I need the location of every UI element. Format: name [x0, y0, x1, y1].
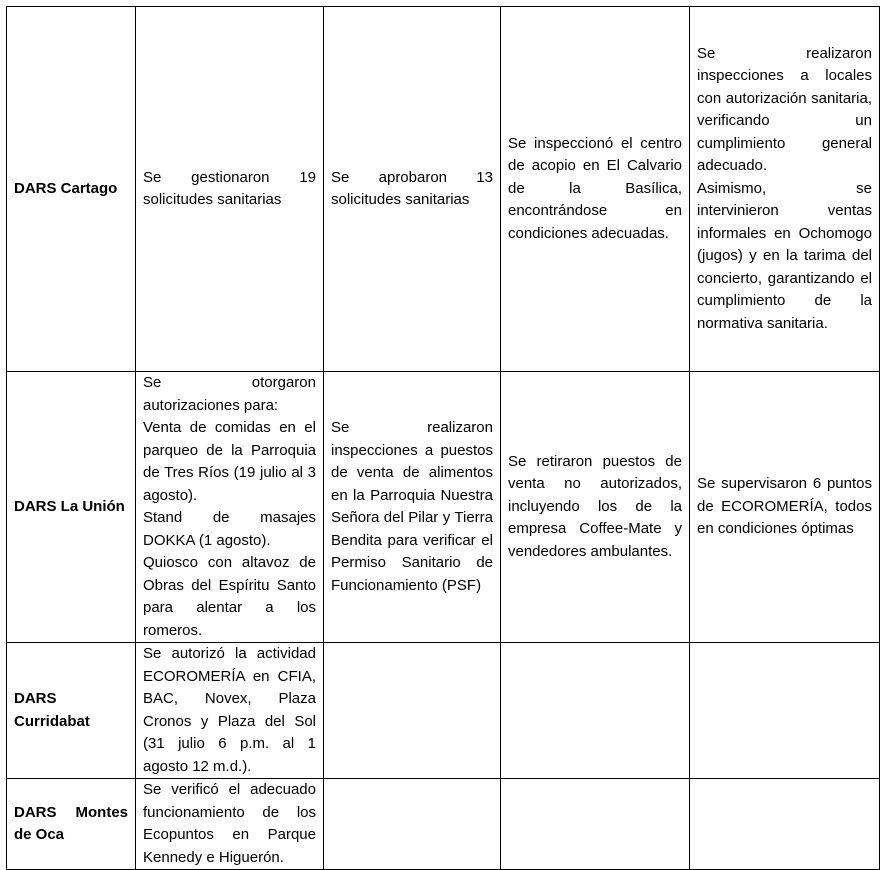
table-cell [690, 372, 880, 643]
table-cell-empty [501, 643, 690, 779]
table-cell [501, 372, 690, 643]
table-cell [136, 7, 324, 372]
table-row-cartago [7, 7, 880, 372]
region-label: DARS Montes de Oca [14, 803, 128, 843]
table-cell [324, 7, 501, 372]
table-cell-empty [690, 643, 880, 779]
region-label: DARS Curridabat [14, 690, 90, 730]
table-cell [136, 779, 324, 870]
table-cell [136, 643, 324, 779]
cell-text: Se autorizó la actividad ECOROMERÍA en CFIA, BAC, Novex, Plaza Cronos y Plaza del Sol (31 julio 6 p.m. al 1 agosto 12 m.d.). [143, 645, 316, 775]
cell-text: Asimismo, se intervinieron ventas informales en Ochomogo (jugos) y en la tarima del concierto, garantizando el cumplimiento de la normativa sanitaria. [697, 179, 872, 332]
cell-text: Se retiraron puestos de venta no autorizados, incluyendo los de la empresa Coffee-Mate y vendedores ambulantes. [508, 452, 682, 560]
table-row-curridabat [7, 643, 880, 779]
cell-text: Se otorgaron autorizaciones para: [143, 374, 316, 414]
table-cell-empty [324, 643, 501, 779]
region-label: DARS La Unión [14, 497, 125, 515]
cell-text: Se realizaron inspecciones a puestos de venta de alimentos en la Parroquia Nuestra Señora del Pilar y Tierra Bendita para verificar el Permiso Sanitario de Funcionamiento (PSF) [331, 419, 493, 594]
cell-text: Se aprobaron 13 solicitudes sanitarias [331, 168, 493, 208]
cell-text: Se verificó el adecuado funcionamiento de los Ecopuntos en Parque Kennedy e Higuerón. [143, 781, 316, 866]
table-cell [690, 7, 880, 372]
region-cell [7, 372, 136, 643]
table-cell-empty [690, 779, 880, 870]
report-table [6, 6, 880, 870]
cell-text: Se inspeccionó el centro de acopio en El Calvario de la Basílica, encontrándose en condiciones adecuadas. [508, 134, 682, 242]
table-row-montes-de-oca [7, 779, 880, 870]
table-cell [136, 372, 324, 643]
table-cell [324, 372, 501, 643]
cell-text: Se supervisaron 6 puntos de ECOROMERÍA, todos en condiciones óptimas [697, 475, 872, 538]
table-cell-empty [324, 779, 501, 870]
list-item: Venta de comidas en el parqueo de la Parroquia de Tres Ríos (19 julio al 3 agosto). [143, 419, 316, 504]
cell-text: Se gestionaron 19 solicitudes sanitarias [143, 168, 316, 208]
region-cell [7, 779, 136, 870]
table-row-la-union [7, 372, 880, 643]
list-item: Stand de masajes DOKKA (1 agosto). [143, 509, 316, 549]
table-cell-empty [501, 779, 690, 870]
table-cell [501, 7, 690, 372]
region-cell [7, 643, 136, 779]
list-item: Quiosco con altavoz de Obras del Espíritu Santo para alentar a los romeros. [143, 554, 316, 639]
region-cell [7, 7, 136, 372]
region-label: DARS Cartago [14, 179, 118, 197]
cell-text: Se realizaron inspecciones a locales con autorización sanitaria, verificando un cumplimiento general adecuado. [697, 44, 872, 175]
